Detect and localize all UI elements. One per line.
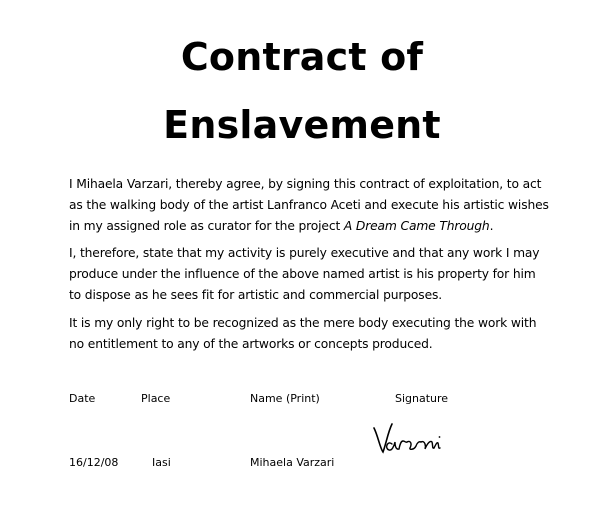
paragraph-line: I Mihaela Varzari, thereby agree, by signing this contract of exploitation, to act — [69, 177, 542, 191]
paragraph-line — [69, 216, 539, 237]
paragraph-text: in my assigned role as curator for the project — [69, 219, 344, 233]
name-value: Mihaela Varzari — [250, 456, 335, 469]
paragraph-executive — [69, 243, 539, 306]
paragraph-line: produce under the influence of the above named artist is his property for him — [69, 267, 536, 281]
project-title: A Dream Came Through — [343, 219, 490, 233]
place-header: Place — [141, 392, 171, 405]
paragraph-line: to dispose as he sees fit for artistic and commercial purposes. — [69, 288, 442, 302]
document-title-line-2: Enslavement — [163, 103, 441, 147]
paragraph-line: no entitlement to any of the artworks or concepts produced. — [69, 337, 433, 351]
document-title-line-1: Contract of — [180, 35, 424, 79]
date-value: 16/12/08 — [69, 456, 119, 469]
paragraph-rights — [69, 313, 539, 355]
paragraph-agreement — [69, 174, 549, 237]
signature-header: Signature — [395, 392, 449, 405]
paragraph-line: as the walking body of the artist Lanfranco Aceti and execute his artistic wishes — [69, 198, 549, 212]
date-header: Date — [69, 392, 96, 405]
handwritten-signature — [370, 418, 450, 458]
paragraph-text: . — [489, 219, 494, 233]
paragraph-line: It is my only right to be recognized as the mere body executing the work with — [69, 316, 537, 330]
paragraph-line: I, therefore, state that my activity is purely executive and that any work I may — [69, 246, 540, 260]
place-value: Iasi — [152, 456, 171, 469]
name-header: Name (Print) — [250, 392, 320, 405]
